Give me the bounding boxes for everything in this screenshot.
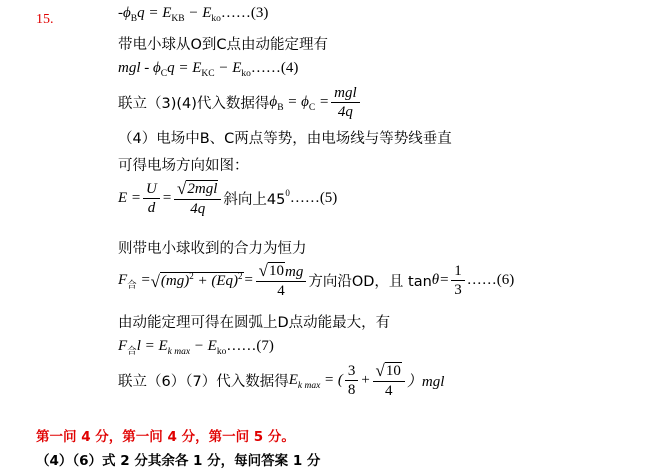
- fraction-force: [256, 262, 307, 299]
- eq-part: − E: [190, 338, 217, 354]
- sqrt: [177, 180, 218, 197]
- eq-part: =: [161, 190, 173, 206]
- eq-part: − E: [184, 5, 212, 21]
- eq-part: = ϕ: [283, 94, 309, 110]
- numerator: [373, 362, 405, 382]
- numerator: 3: [345, 363, 359, 381]
- denominator: d: [147, 200, 156, 216]
- sqrt: [376, 362, 402, 379]
- eq-part: E: [288, 372, 298, 388]
- sub: B: [277, 103, 284, 113]
- sqrt-arg: 10: [385, 363, 401, 379]
- eq-tag: ……(4): [250, 60, 299, 76]
- phi-symbol: -ϕ: [118, 5, 131, 21]
- sub: ko: [211, 14, 221, 24]
- eq-part: − E: [214, 60, 242, 76]
- eq-part: ）mgl: [406, 374, 445, 390]
- fraction-ud: [143, 181, 160, 216]
- sub: k max: [297, 381, 321, 391]
- numerator: [174, 180, 221, 200]
- ek-lhs: [289, 372, 343, 389]
- exp: 2: [238, 270, 243, 281]
- fraction-sqrt: [174, 180, 221, 217]
- eq-part: =: [315, 94, 330, 110]
- numerator: U: [143, 181, 160, 199]
- eq-part: F: [118, 338, 128, 354]
- eq-part: F: [118, 272, 128, 288]
- scoring-note-1: 第一问 4 分，第一问 4 分，第一问 5 分。: [36, 429, 295, 445]
- direction-text: 方向沿OD，且 tan: [308, 274, 432, 290]
- sqrt-sign: √: [177, 179, 187, 198]
- phi-equality: [269, 94, 329, 111]
- fraction-sqrt10-4: [373, 362, 405, 399]
- equation-result: [118, 362, 444, 399]
- question-number: 15.: [36, 12, 54, 27]
- eq-part: + (Eq): [193, 272, 239, 289]
- eq-part: (mg): [160, 272, 190, 289]
- fraction-tan: [451, 263, 465, 298]
- sub: 合: [127, 280, 137, 291]
- sub: KC: [201, 69, 215, 79]
- eq-part: =: [439, 272, 450, 288]
- denominator: 4: [277, 283, 285, 299]
- denominator: 4q: [190, 201, 206, 217]
- text-line-8: 则带电小球收到的合力为恒力: [118, 241, 307, 257]
- fraction-3-8: [345, 363, 359, 398]
- numerator: 1: [451, 263, 465, 281]
- eq-part: mg: [284, 264, 304, 280]
- eq-tag: ……(7): [226, 338, 274, 354]
- eq-tag: ……(3): [220, 5, 269, 21]
- equation-3: [118, 5, 268, 22]
- degree: 0: [285, 188, 290, 198]
- fraction: [331, 85, 360, 120]
- sqrt-sign: √: [375, 361, 385, 380]
- numerator: [256, 262, 307, 282]
- text-line-2: 带电小球从O到C点由动能定理有: [118, 37, 329, 53]
- denominator: 4: [384, 383, 393, 399]
- phi-symbol: ϕ: [269, 94, 278, 110]
- eq-part: =: [136, 272, 151, 288]
- theta-symbol: θ: [431, 272, 440, 288]
- sqrt-sign: √: [258, 261, 268, 280]
- eq-part: l = E: [136, 338, 168, 354]
- eq-part: q = E: [137, 5, 172, 21]
- text-line-5: （4）电场中B、C两点等势，由电场线与等势线垂直: [118, 131, 452, 147]
- text-prefix: 联立（3)(4)代入数据得: [118, 96, 270, 112]
- sqrt: [259, 262, 285, 279]
- denominator: 3: [454, 282, 462, 298]
- eq-part: q = E: [167, 60, 202, 76]
- sub: B: [130, 14, 138, 24]
- equation-7: [118, 338, 274, 355]
- eq-tag: ……(5): [289, 190, 338, 206]
- sqrt-sign: √: [150, 271, 160, 291]
- scoring-note-2: （4）（6）式 2 分其余各 1 分，每问答案 1 分: [36, 453, 321, 469]
- eq-part: +: [360, 372, 371, 388]
- eq-part: E =: [118, 190, 142, 206]
- text-prefix: 联立（6）（7）代入数据得: [118, 374, 289, 390]
- sub: C: [160, 69, 168, 79]
- sub: C: [308, 103, 316, 113]
- sqrt-force: [151, 272, 244, 290]
- denominator: 4q: [337, 104, 353, 120]
- eq-part: mgl - ϕ: [118, 60, 161, 76]
- sqrt-arg: [160, 272, 244, 290]
- numerator: mgl: [331, 85, 360, 103]
- sub: KB: [171, 14, 185, 24]
- sub: 合: [127, 346, 137, 357]
- text-line-6: 可得电场方向如图：: [118, 158, 249, 174]
- sub: ko: [216, 347, 227, 357]
- eq-part: =: [243, 272, 254, 288]
- exp: 2: [189, 270, 194, 281]
- equation-5: [118, 180, 337, 217]
- direction-text: 斜向上45: [223, 192, 286, 208]
- eq-part: = (: [320, 372, 343, 388]
- eq-tag: ……(6): [466, 272, 515, 288]
- force-lhs: [118, 272, 151, 289]
- text-line-10: 由动能定理可得在圆弧上D点动能最大，有: [118, 315, 391, 331]
- sub: k max: [167, 347, 191, 357]
- equation-6: [118, 262, 514, 299]
- denominator: 8: [347, 382, 356, 398]
- equation-potential: [118, 85, 362, 120]
- sqrt-arg: 2mgl: [187, 181, 218, 197]
- sqrt-arg: 10: [268, 263, 284, 279]
- equation-4: [118, 60, 298, 77]
- sub: ko: [241, 69, 251, 79]
